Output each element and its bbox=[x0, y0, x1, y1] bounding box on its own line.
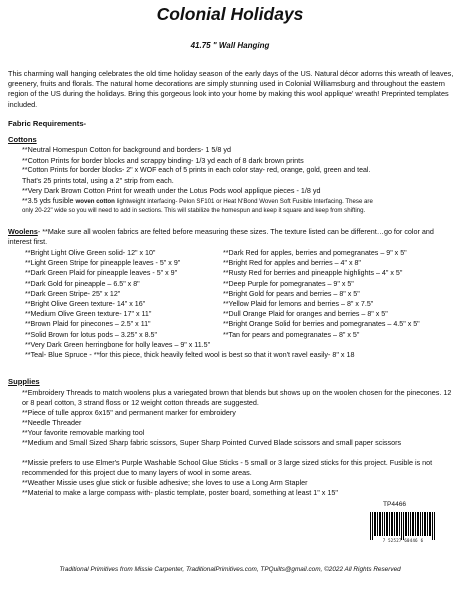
woolen-item: **Bright Olive Green texture- 14" x 16" bbox=[25, 299, 146, 308]
woolen-item: **Deep Purple for pomegranates – 9" x 5" bbox=[223, 279, 354, 288]
woolens-intro bbox=[8, 227, 455, 247]
pattern-title: Colonial Holidays bbox=[156, 4, 304, 24]
woolen-item: **Dark Gold for pineapple – 6.5" x 8" bbox=[25, 279, 140, 288]
woolen-item: **Medium Olive Green texture- 17" x 11" bbox=[25, 310, 152, 319]
woolen-item: **Bright Light Olive Green solid- 12" x 10" bbox=[25, 249, 156, 257]
cotton-item: **Very Dark Brown Cotton Print for wreath under the Lotus Pods wool applique pieces - 1/8 yd bbox=[22, 186, 321, 195]
supplies-heading: Supplies bbox=[8, 377, 40, 386]
woolens-right-column bbox=[223, 248, 420, 340]
fusible-line-2: only 20-22" wide so you will need to add in sections. This will stabilize the homespun and keep it square and keep from shifting. bbox=[22, 207, 366, 214]
woolen-item: **Bright Gold for pears and berries – 8" x 5" bbox=[223, 289, 360, 298]
supply-item: **Material to make a large compass with- plastic template, poster board, something at least 1" x 15" bbox=[22, 488, 338, 497]
woolen-item: **Yellow Plaid for lemons and berries – 8" x 7.5" bbox=[223, 299, 374, 308]
supply-item: **Medium and Small Sized Sharp fabric scissors, Super Sharp Pointed Curved Blade scissors and small paper scissors bbox=[22, 438, 402, 447]
woolen-item: **Solid Brown for lotus pods – 3.25" x 8.5" bbox=[25, 330, 158, 339]
cotton-item: **Cotton Prints for border blocks- 2" x WOF each of 5 prints in each color stay- red, orange, gold, green and teal. bbox=[22, 167, 371, 174]
woolen-teal-item: **Teal- Blue Spruce - **for this piece, thick heavily felted wool is best so that it won't ravel easily- 8" x 18 bbox=[25, 350, 355, 359]
fusible-bold: woven cotton bbox=[75, 198, 115, 205]
woolen-item: **Dull Orange Plaid for oranges and berries – 8" x 5" bbox=[223, 310, 388, 319]
woolen-item: **Dark Green Stripe- 25" x 12" bbox=[25, 289, 121, 298]
product-code: TP4466 bbox=[383, 501, 407, 508]
cotton-item: **Cotton Prints for border blocks and scrappy binding- 1/3 yd each of 8 dark brown prints bbox=[22, 156, 304, 165]
woolen-item: **Tan for pears and pomegranates – 8" x 5" bbox=[223, 330, 360, 339]
woolen-item: **Rusty Red for berries and pineapple highlights – 4" x 5" bbox=[223, 269, 403, 278]
fusible-lead: **3.5 yds fusible bbox=[22, 196, 74, 205]
supply-item: **Your favorite removable marking tool bbox=[22, 428, 145, 437]
intro-paragraph: This charming wall hanging celebrates the old time holiday season of the early days of the US. Natural décor adorns this wreath of leaves, greenery, fruits and florals. The natural home decorations are simply stunning used in Colonial Williamsburg and throughout the eastern region of the US during the holidays. Bring this gorgeous look into your home by making this wool applique' wreath! Preprinted templates included. bbox=[8, 69, 454, 109]
barcode-number: 7 52527 60446 6 bbox=[382, 538, 424, 543]
pattern-subtitle: 41.75 " Wall Hanging bbox=[190, 41, 270, 50]
woolen-item: **Dark Green Plaid for pineapple leaves - 5" x 9" bbox=[25, 269, 178, 278]
woolen-item: **Bright Red for apples and berries – 4" x 8" bbox=[223, 259, 361, 268]
supply-item: **Weather Missie uses glue stick or fusible adhesive; she loves to use a Long Arm Stapler bbox=[22, 478, 308, 487]
supply-item: **Embroidery Threads to match woolens plus a variegated brown that blends but shows up on the woolen chosen for the pinecones. 12 or 8 pearl cotton, 3 strand floss or 12 weight cotton threads are suggested. bbox=[22, 388, 452, 407]
supply-item: **Needle Threader bbox=[22, 418, 82, 427]
cotton-item: **Neutral Homespun Cotton for background and borders- 1 5/8 yd bbox=[22, 145, 231, 154]
woolens-heading: Woolens bbox=[8, 227, 38, 236]
barcode-icon bbox=[369, 512, 436, 540]
woolen-item: **Brown Plaid for pinecones – 2.5" x 11" bbox=[25, 320, 151, 329]
woolen-item: **Very Dark Green herringbone for holly leaves – 9" x 11.5" bbox=[25, 340, 211, 349]
fabric-requirements-label: Fabric Requirements bbox=[8, 119, 84, 128]
fusible-rest: lightweight interfacing- Pelon SF101 or Heat N'Bond Woven Soft Fusible Interfacing. These are bbox=[116, 198, 373, 205]
woolen-item: **Light Green Stripe for pineapple leaves - 5" x 9" bbox=[25, 259, 181, 268]
footer-copyright: Traditional Primitives from Missie Carpenter, TraditionalPrimitives.com, TPQuilts@gmail.com, ©2022 All Rights Reserved bbox=[59, 566, 401, 573]
cottons-heading: Cottons bbox=[8, 135, 37, 144]
supply-item: **Piece of tulle approx 6x15" and permanent marker for embroidery bbox=[22, 408, 236, 417]
cotton-item: That's 25 prints total, using a 2" strip from each. bbox=[22, 176, 174, 185]
woolens-intro-text: - **Make sure all woolen fabrics are felted before measuring these sizes. The texture listed can be different…go for color and interest first. bbox=[8, 227, 434, 246]
supply-item: **Missie prefers to use Elmer's Purple Washable School Glue Sticks - 5 small or 3 large sized sticks for this project. Fusible is not recommended for this project due to many layers of wool in some areas. bbox=[22, 458, 433, 477]
woolens-left-column bbox=[25, 248, 210, 350]
woolen-item: **Bright Orange Solid for berries and pomegranates – 4.5" x 5" bbox=[223, 320, 420, 329]
fabric-requirements-heading: Fabric Requirements- bbox=[8, 119, 87, 128]
woolen-item: **Dark Red for apples, berries and pomegranates – 9" x 5" bbox=[223, 249, 407, 257]
